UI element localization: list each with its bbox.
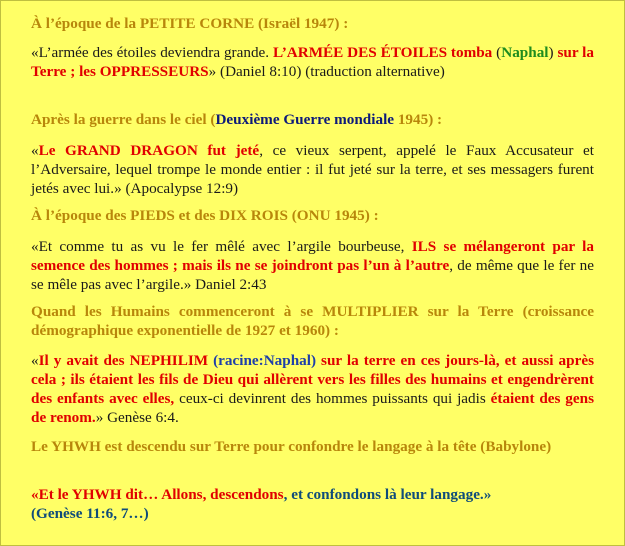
heading-petite-corne: À l’époque de la PETITE CORNE (Israël 1947) : — [31, 15, 349, 32]
quote-apocalypse-12-9: «Le GRAND DRAGON fut jeté, ce vieux serpent, appelé le Faux Accusateur et l’Adversaire, lequel trompe le monde entier : il fut jeté sur la terre, et ses messagers furent jetés avec lui.» (Apocalypse 12:9) — [31, 142, 594, 197]
quote-genese-11: «Et le YHWH dit… Allons, descendons, et confondons là leur langage.» (Genèse 11:6, 7…) — [31, 486, 492, 522]
heading-guerre-ciel: Après la guerre dans le ciel (Deuxième Guerre mondiale 1945) : — [31, 111, 443, 128]
quote-daniel-2-43: «Et comme tu as vu le fer mêlé avec l’argile bourbeuse, ILS se mélangeront par la semence des hommes ; mais ils ne se joindront pas l’un à l’autre, de même que le fer ne se mêle pas avec l’argile.» Daniel 2:43 — [31, 238, 594, 293]
heading-multiplier: Quand les Humains commenceront à se MULTIPLIER sur la Terre (croissance démographique exponentielle de 1927 et 1960) : — [31, 303, 594, 339]
quote-genese-6-4: «Il y avait des NEPHILIM (racine:Naphal) sur la terre en ces jours-là, et aussi après cela ; ils étaient les fils de Dieu qui allèrent vers les filles des humains et engendrèrent des enfants avec elles, ceux-ci devinrent des hommes puissants qui jadis étaient des gens de renom.» Genèse 6:4. — [31, 352, 595, 426]
heading-babylone: Le YHWH est descendu sur Terre pour confondre le langage à la tête (Babylone) — [31, 438, 552, 455]
quote-daniel-8-10: «L’armée des étoiles deviendra grande. L’ARMÉE DES ÉTOILES tomba (Naphal) sur la Terre ; les OPPRESSEURS» (Daniel 8:10) (traduction alternative) — [31, 44, 594, 80]
heading-pieds-dix-rois: À l’époque des PIEDS et des DIX ROIS (ONU 1945) : — [31, 207, 379, 224]
